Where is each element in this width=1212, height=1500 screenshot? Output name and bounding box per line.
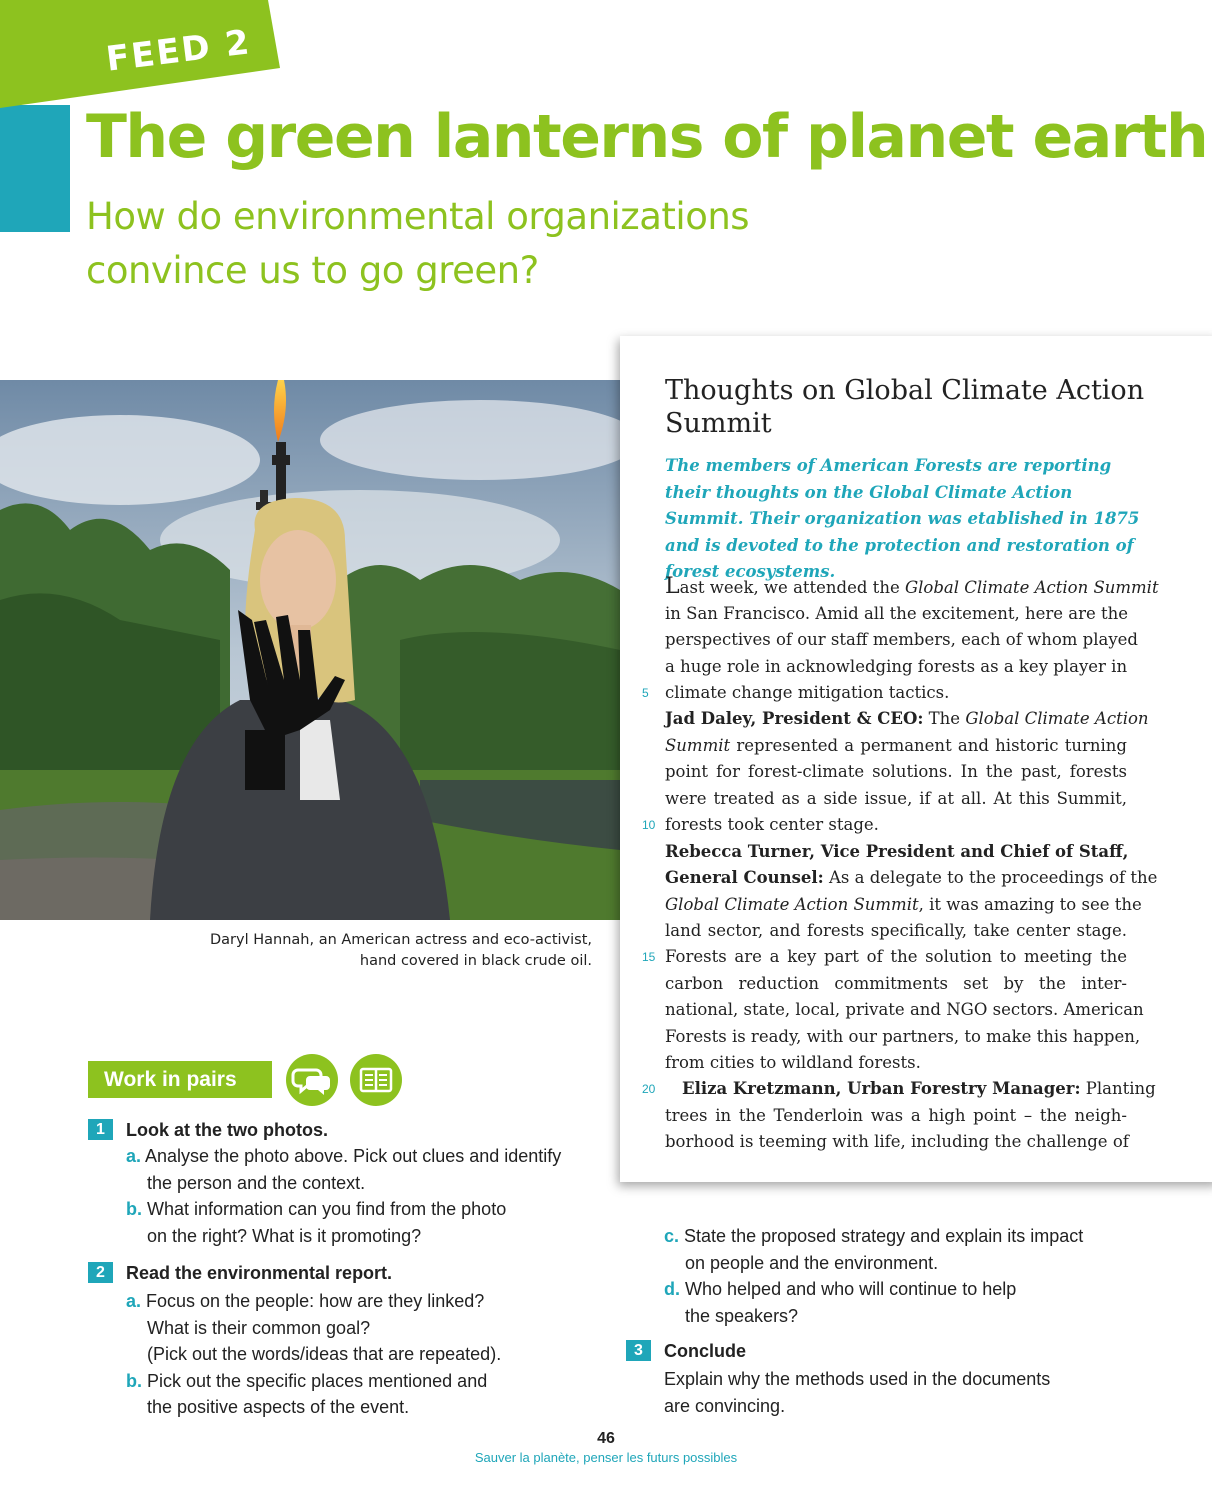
task-item-line: the person and the context. xyxy=(147,1172,366,1193)
item-letter: a. xyxy=(126,1291,142,1311)
article-intro: The members of American Forests are reporting their thoughts on the Global Climate Action Summit. Their organization was etablished in 1875 and is devoted to the protection and restoration of forest ecosystems. xyxy=(665,456,1140,582)
article-line: Forests is ready, with our partners, to make this happen, xyxy=(665,1027,1141,1046)
task-item xyxy=(664,1223,1184,1329)
task-item-line: are convincing. xyxy=(664,1395,786,1416)
article-line: carbon reduction commitments set by the inter- xyxy=(665,974,1127,993)
text: As a delegate to the proceedings of the xyxy=(823,868,1158,887)
task-item-line: What is their common goal? xyxy=(147,1317,371,1338)
item-letter: a. xyxy=(126,1146,142,1166)
caption-line: hand covered in black crude oil. xyxy=(359,953,592,969)
task-title: Look at the two photos. xyxy=(126,1120,328,1140)
task-number: 1 xyxy=(88,1119,113,1140)
task-item xyxy=(126,1288,606,1421)
event-name: Summit xyxy=(665,736,731,755)
item-letter: c. xyxy=(664,1226,680,1246)
text: Focus on the people: how are they linked? xyxy=(146,1291,485,1311)
text: represented a permanent and historic turning xyxy=(730,736,1127,755)
article-line: forests took center stage. xyxy=(665,815,879,834)
task-item-line: the positive aspects of the event. xyxy=(147,1397,410,1417)
article-line: from cities to wildland forests. xyxy=(665,1053,921,1072)
task-item-line: Explain why the methods used in the documents xyxy=(664,1369,1051,1389)
article-card xyxy=(620,336,1212,1182)
article-line xyxy=(665,733,1127,759)
task-item xyxy=(664,1366,1184,1419)
speaker-name: Eliza Kretzmann, Urban Forestry Manager: xyxy=(682,1079,1081,1098)
article-line: Rebecca Turner, Vice President and Chief of Staff, xyxy=(665,842,1129,861)
photo-caption xyxy=(0,930,592,972)
text: State the proposed strategy and explain its impact xyxy=(684,1226,1084,1246)
article-line: Forests are a key part of the solution to meeting the xyxy=(665,947,1127,966)
article-line xyxy=(665,892,1142,918)
task-title: Conclude xyxy=(664,1341,747,1361)
page-title: The green lanterns of planet earth xyxy=(86,102,1208,172)
line-number: 15 xyxy=(642,950,656,964)
text: Planting xyxy=(1080,1079,1156,1098)
task-item-line: the speakers? xyxy=(685,1305,799,1326)
footer-book-title: Sauver la planète, penser les futurs possibles xyxy=(474,1450,738,1465)
article-line xyxy=(665,865,1158,891)
drop-cap: L xyxy=(665,574,680,599)
article-line: climate change mitigation tactics. xyxy=(665,683,950,702)
text: The xyxy=(923,709,966,728)
feed-label: FEED 2 xyxy=(104,22,254,80)
task-item-line xyxy=(126,1196,606,1223)
speaker-name: General Counsel: xyxy=(665,868,824,887)
article-line xyxy=(665,574,1159,601)
article-line: were treated as a side issue, if at all. At this Summit, xyxy=(665,789,1127,808)
line-number: 20 xyxy=(642,1082,656,1096)
task-item-line xyxy=(126,1288,606,1315)
task-item-line xyxy=(126,1368,606,1395)
text: What information can you find from the photo xyxy=(147,1199,507,1219)
line-number: 10 xyxy=(642,818,656,832)
text: , it was amazing to see the xyxy=(918,895,1142,914)
task-item-line xyxy=(126,1143,606,1170)
text: ast week, we attended the xyxy=(679,578,905,597)
article-title: Thoughts on Global Climate Action Summit xyxy=(665,375,1145,439)
text: Analyse the photo above. Pick out clues and identify xyxy=(145,1146,562,1166)
activist-photo xyxy=(0,380,620,920)
article-line xyxy=(682,1076,1156,1102)
page-subtitle xyxy=(86,190,749,298)
caption-line: Daryl Hannah, an American actress and eco-activist, xyxy=(210,932,592,948)
page-number: 46 xyxy=(597,1430,615,1447)
article-line: borhood is teeming with life, including the challenge of xyxy=(665,1132,1129,1151)
work-in-pairs-label: Work in pairs xyxy=(88,1061,272,1098)
speaker-name: Jad Daley, President & CEO: xyxy=(665,709,924,728)
task-item-line xyxy=(664,1223,1184,1250)
article-line: trees in the Tenderloin was a high point – the neigh- xyxy=(665,1106,1127,1125)
task-item-line: (Pick out the words/ideas that are repeated). xyxy=(147,1344,502,1364)
article-line: land sector, and forests specifically, take center stage. xyxy=(665,921,1127,940)
article-line: a huge role in acknowledging forests as a key player in xyxy=(665,657,1128,676)
subtitle-line: convince us to go green? xyxy=(86,249,539,292)
task-title: Read the environmental report. xyxy=(126,1263,393,1283)
article-line: in San Francisco. Amid all the excitement, here are the xyxy=(665,604,1129,623)
task-item-line xyxy=(664,1276,1184,1303)
article-line xyxy=(665,706,1149,732)
article-line: perspectives of our staff members, each of whom played xyxy=(665,630,1138,649)
text: Who helped and who will continue to help xyxy=(685,1279,1017,1299)
item-letter: d. xyxy=(664,1279,680,1299)
article-line: point for forest-climate solutions. In the past, forests xyxy=(665,762,1127,781)
item-letter: b. xyxy=(126,1199,142,1219)
article-line: national, state, local, private and NGO sectors. American xyxy=(665,1000,1144,1019)
task-item-line: on the right? What is it promoting? xyxy=(147,1225,422,1246)
subtitle-line: How do environmental organizations xyxy=(86,195,750,238)
task-item xyxy=(126,1143,606,1249)
text: Pick out the specific places mentioned and xyxy=(147,1370,488,1391)
event-name: Global Climate Action xyxy=(965,709,1149,728)
item-letter: b. xyxy=(126,1370,142,1391)
event-name: Global Climate Action Summit xyxy=(665,895,919,914)
line-number: 5 xyxy=(642,686,649,700)
task-item-line: on people and the environment. xyxy=(685,1252,939,1273)
event-name: Global Climate Action Summit xyxy=(904,578,1159,597)
open-book-icon xyxy=(350,1054,402,1106)
speech-bubbles-icon xyxy=(286,1054,338,1106)
task-number: 2 xyxy=(88,1262,113,1283)
task-number: 3 xyxy=(626,1340,651,1361)
